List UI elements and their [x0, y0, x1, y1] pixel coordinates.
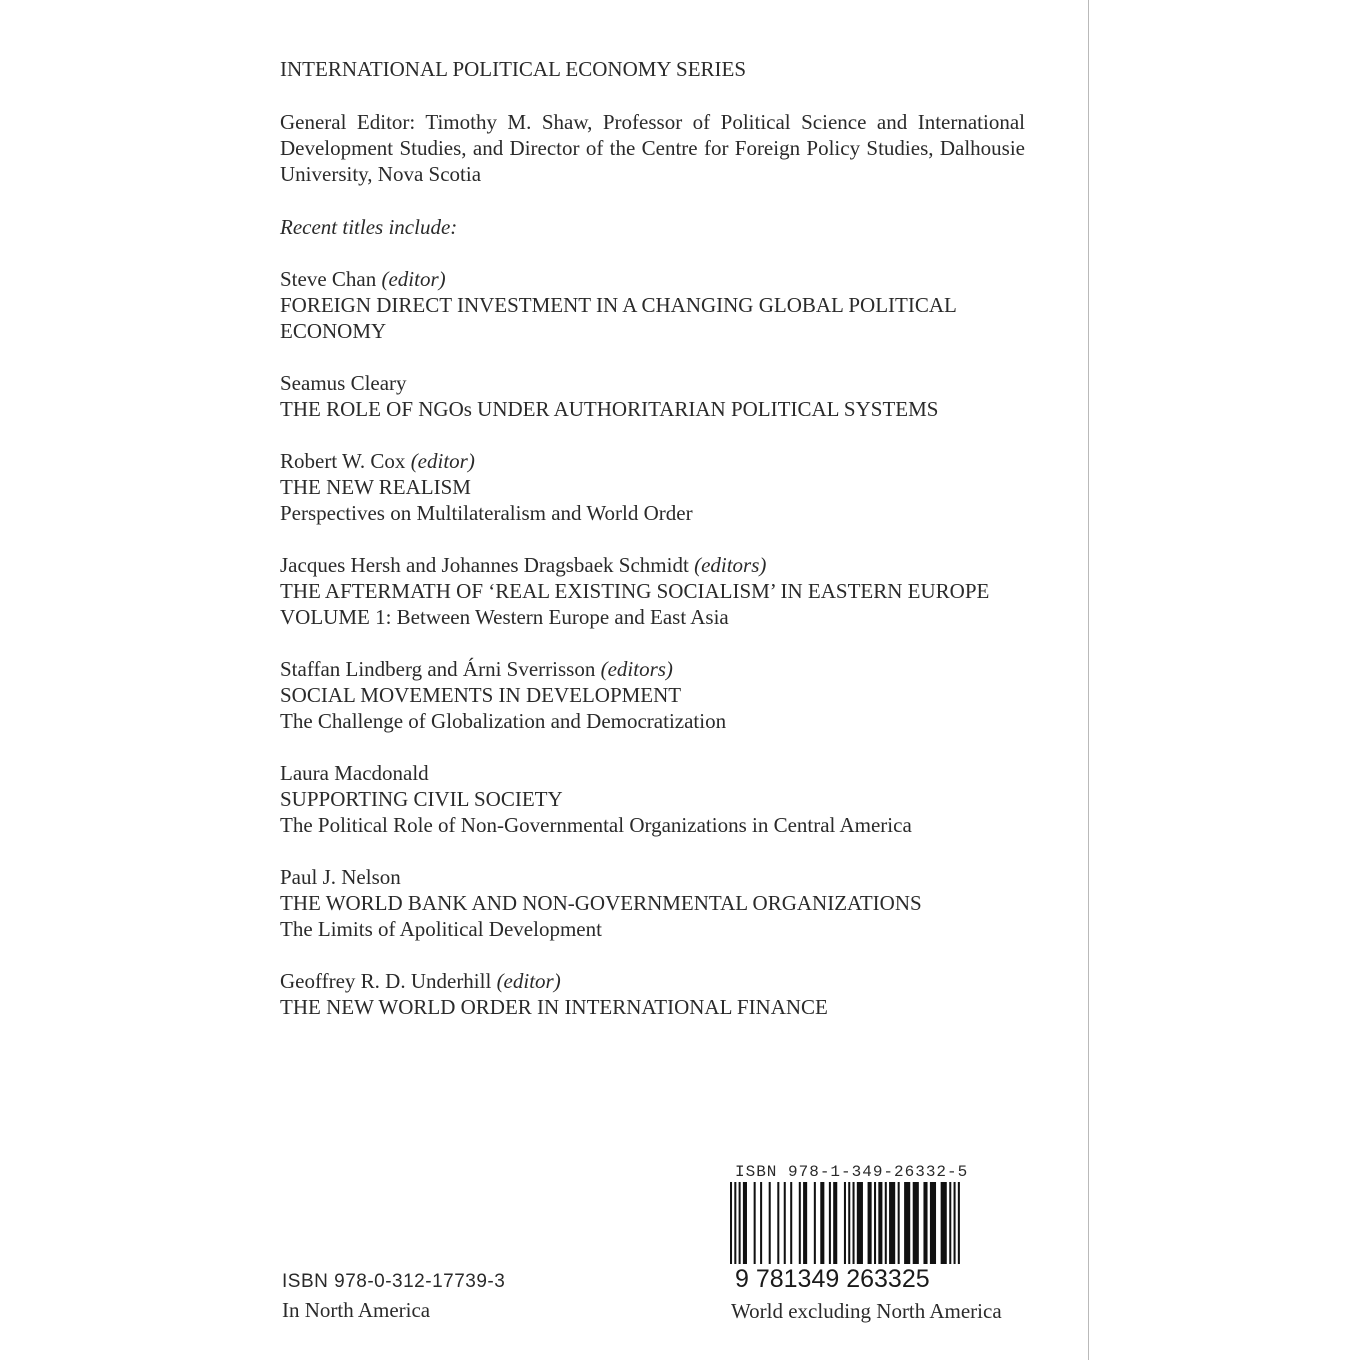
barcode-bar — [853, 1182, 855, 1264]
entry-role: (editor) — [410, 449, 475, 473]
series-page-content — [280, 56, 1025, 1046]
title-entry — [280, 552, 1025, 630]
barcode-bar — [930, 1182, 936, 1264]
barcode-bar — [790, 1182, 792, 1264]
entry-subtitle: The Political Role of Non-Governmental Organizations in Central America — [280, 813, 912, 837]
barcode-bar — [913, 1182, 919, 1264]
title-entry — [280, 760, 1025, 838]
barcode-bar — [829, 1182, 831, 1264]
entry-author-line — [280, 266, 1025, 292]
entry-title: SOCIAL MOVEMENTS IN DEVELOPMENT — [280, 683, 682, 707]
barcode-bar — [754, 1182, 756, 1264]
entry-author: Staffan Lindberg and Árni Sverrisson — [280, 657, 596, 681]
entry-title: THE AFTERMATH OF ‘REAL EXISTING SOCIALISM’ IN EASTERN EUROPE — [280, 579, 990, 603]
barcode-bar — [958, 1182, 960, 1264]
entry-subtitle: Perspectives on Multilateralism and World Order — [280, 501, 693, 525]
title-entry — [280, 864, 1025, 942]
entry-title: THE NEW WORLD ORDER IN INTERNATIONAL FINANCE — [280, 995, 828, 1019]
entry-author-line — [280, 552, 1025, 578]
entry-title: FOREIGN DIRECT INVESTMENT IN A CHANGING GLOBAL POLITICAL ECONOMY — [280, 293, 957, 343]
entry-author: Robert W. Cox — [280, 449, 406, 473]
entry-author-line — [280, 864, 1025, 890]
entry-author-line — [280, 370, 1025, 396]
entry-author: Steve Chan — [280, 267, 377, 291]
entry-author-line — [280, 656, 1025, 682]
entry-author: Laura Macdonald — [280, 761, 429, 785]
entry-author-line — [280, 968, 1025, 994]
barcode-bar — [820, 1182, 824, 1264]
barcode-bar — [784, 1182, 786, 1264]
title-entry — [280, 266, 1025, 344]
barcode-bar — [833, 1182, 837, 1264]
barcode-bar — [734, 1182, 736, 1264]
entry-title: THE WORLD BANK AND NON-GOVERNMENTAL ORGANIZATIONS — [280, 891, 922, 915]
barcode-bar — [803, 1182, 807, 1264]
barcode-bar — [814, 1182, 816, 1264]
entry-subtitle: The Limits of Apolitical Development — [280, 917, 602, 941]
region-world: World excluding North America — [731, 1299, 1002, 1323]
title-list — [280, 266, 1025, 1020]
entry-author: Seamus Cleary — [280, 371, 407, 395]
region-north-america: In North America — [282, 1298, 431, 1322]
barcode-bar — [760, 1182, 762, 1264]
entry-subtitle: The Challenge of Globalization and Democratization — [280, 709, 727, 733]
barcode-bar — [848, 1182, 850, 1264]
page-edge-divider — [1088, 0, 1089, 1360]
barcode-isbn: ISBN 978-1-349-26332-5 — [735, 1163, 969, 1181]
barcode-bar — [743, 1182, 747, 1264]
title-entry — [280, 370, 1025, 422]
entry-author: Geoffrey R. D. Underhill — [280, 969, 492, 993]
barcode-bar — [904, 1182, 910, 1264]
entry-title: THE ROLE OF NGOs UNDER AUTHORITARIAN POLITICAL SYSTEMS — [280, 397, 939, 421]
barcode-bar — [739, 1182, 741, 1264]
barcode-bar — [730, 1182, 732, 1264]
series-heading: INTERNATIONAL POLITICAL ECONOMY SERIES — [280, 57, 747, 81]
entry-author: Jacques Hersh and Johannes Dragsbaek Schmidt — [280, 553, 689, 577]
barcode-bar — [889, 1182, 895, 1264]
title-entry — [280, 656, 1025, 734]
entry-author-line — [280, 448, 1025, 474]
title-entry — [280, 448, 1025, 526]
barcode-bar — [777, 1182, 779, 1264]
barcode-bar — [868, 1182, 872, 1264]
barcode-bar — [878, 1182, 882, 1264]
barcode-bar — [949, 1182, 951, 1264]
barcode-bar — [874, 1182, 876, 1264]
barcode-bar — [799, 1182, 801, 1264]
general-editor-note: General Editor: Timothy M. Shaw, Professor of Political Science and International Development Studies, and Director of the Centre for Foreign Policy Studies, Dalhousie University, Nova Scotia — [280, 110, 1025, 186]
entry-subtitle: VOLUME 1: Between Western Europe and East Asia — [280, 605, 729, 629]
entry-role: (editor) — [381, 267, 446, 291]
barcode-bar — [898, 1182, 900, 1264]
entry-role: (editor) — [496, 969, 561, 993]
entry-role: (editors) — [600, 657, 673, 681]
entry-role: (editors) — [694, 553, 767, 577]
barcode-bar — [885, 1182, 887, 1264]
barcode-bar — [923, 1182, 927, 1264]
barcode-digits: 9 781349 263325 — [735, 1265, 930, 1293]
entry-title: THE NEW REALISM — [280, 475, 471, 499]
entry-author: Paul J. Nelson — [280, 865, 401, 889]
title-entry — [280, 968, 1025, 1020]
barcode-bar — [844, 1182, 846, 1264]
recent-titles-label: Recent titles include: — [280, 215, 458, 239]
entry-title: SUPPORTING CIVIL SOCIETY — [280, 787, 563, 811]
barcode-bar — [769, 1182, 771, 1264]
barcode-bar — [954, 1182, 956, 1264]
entry-author-line — [280, 760, 1025, 786]
barcode-bar — [941, 1182, 947, 1264]
barcode-icon — [730, 1182, 960, 1264]
barcode-bar — [857, 1182, 863, 1264]
isbn-north-america: ISBN 978-0-312-17739-3 — [282, 1271, 506, 1292]
